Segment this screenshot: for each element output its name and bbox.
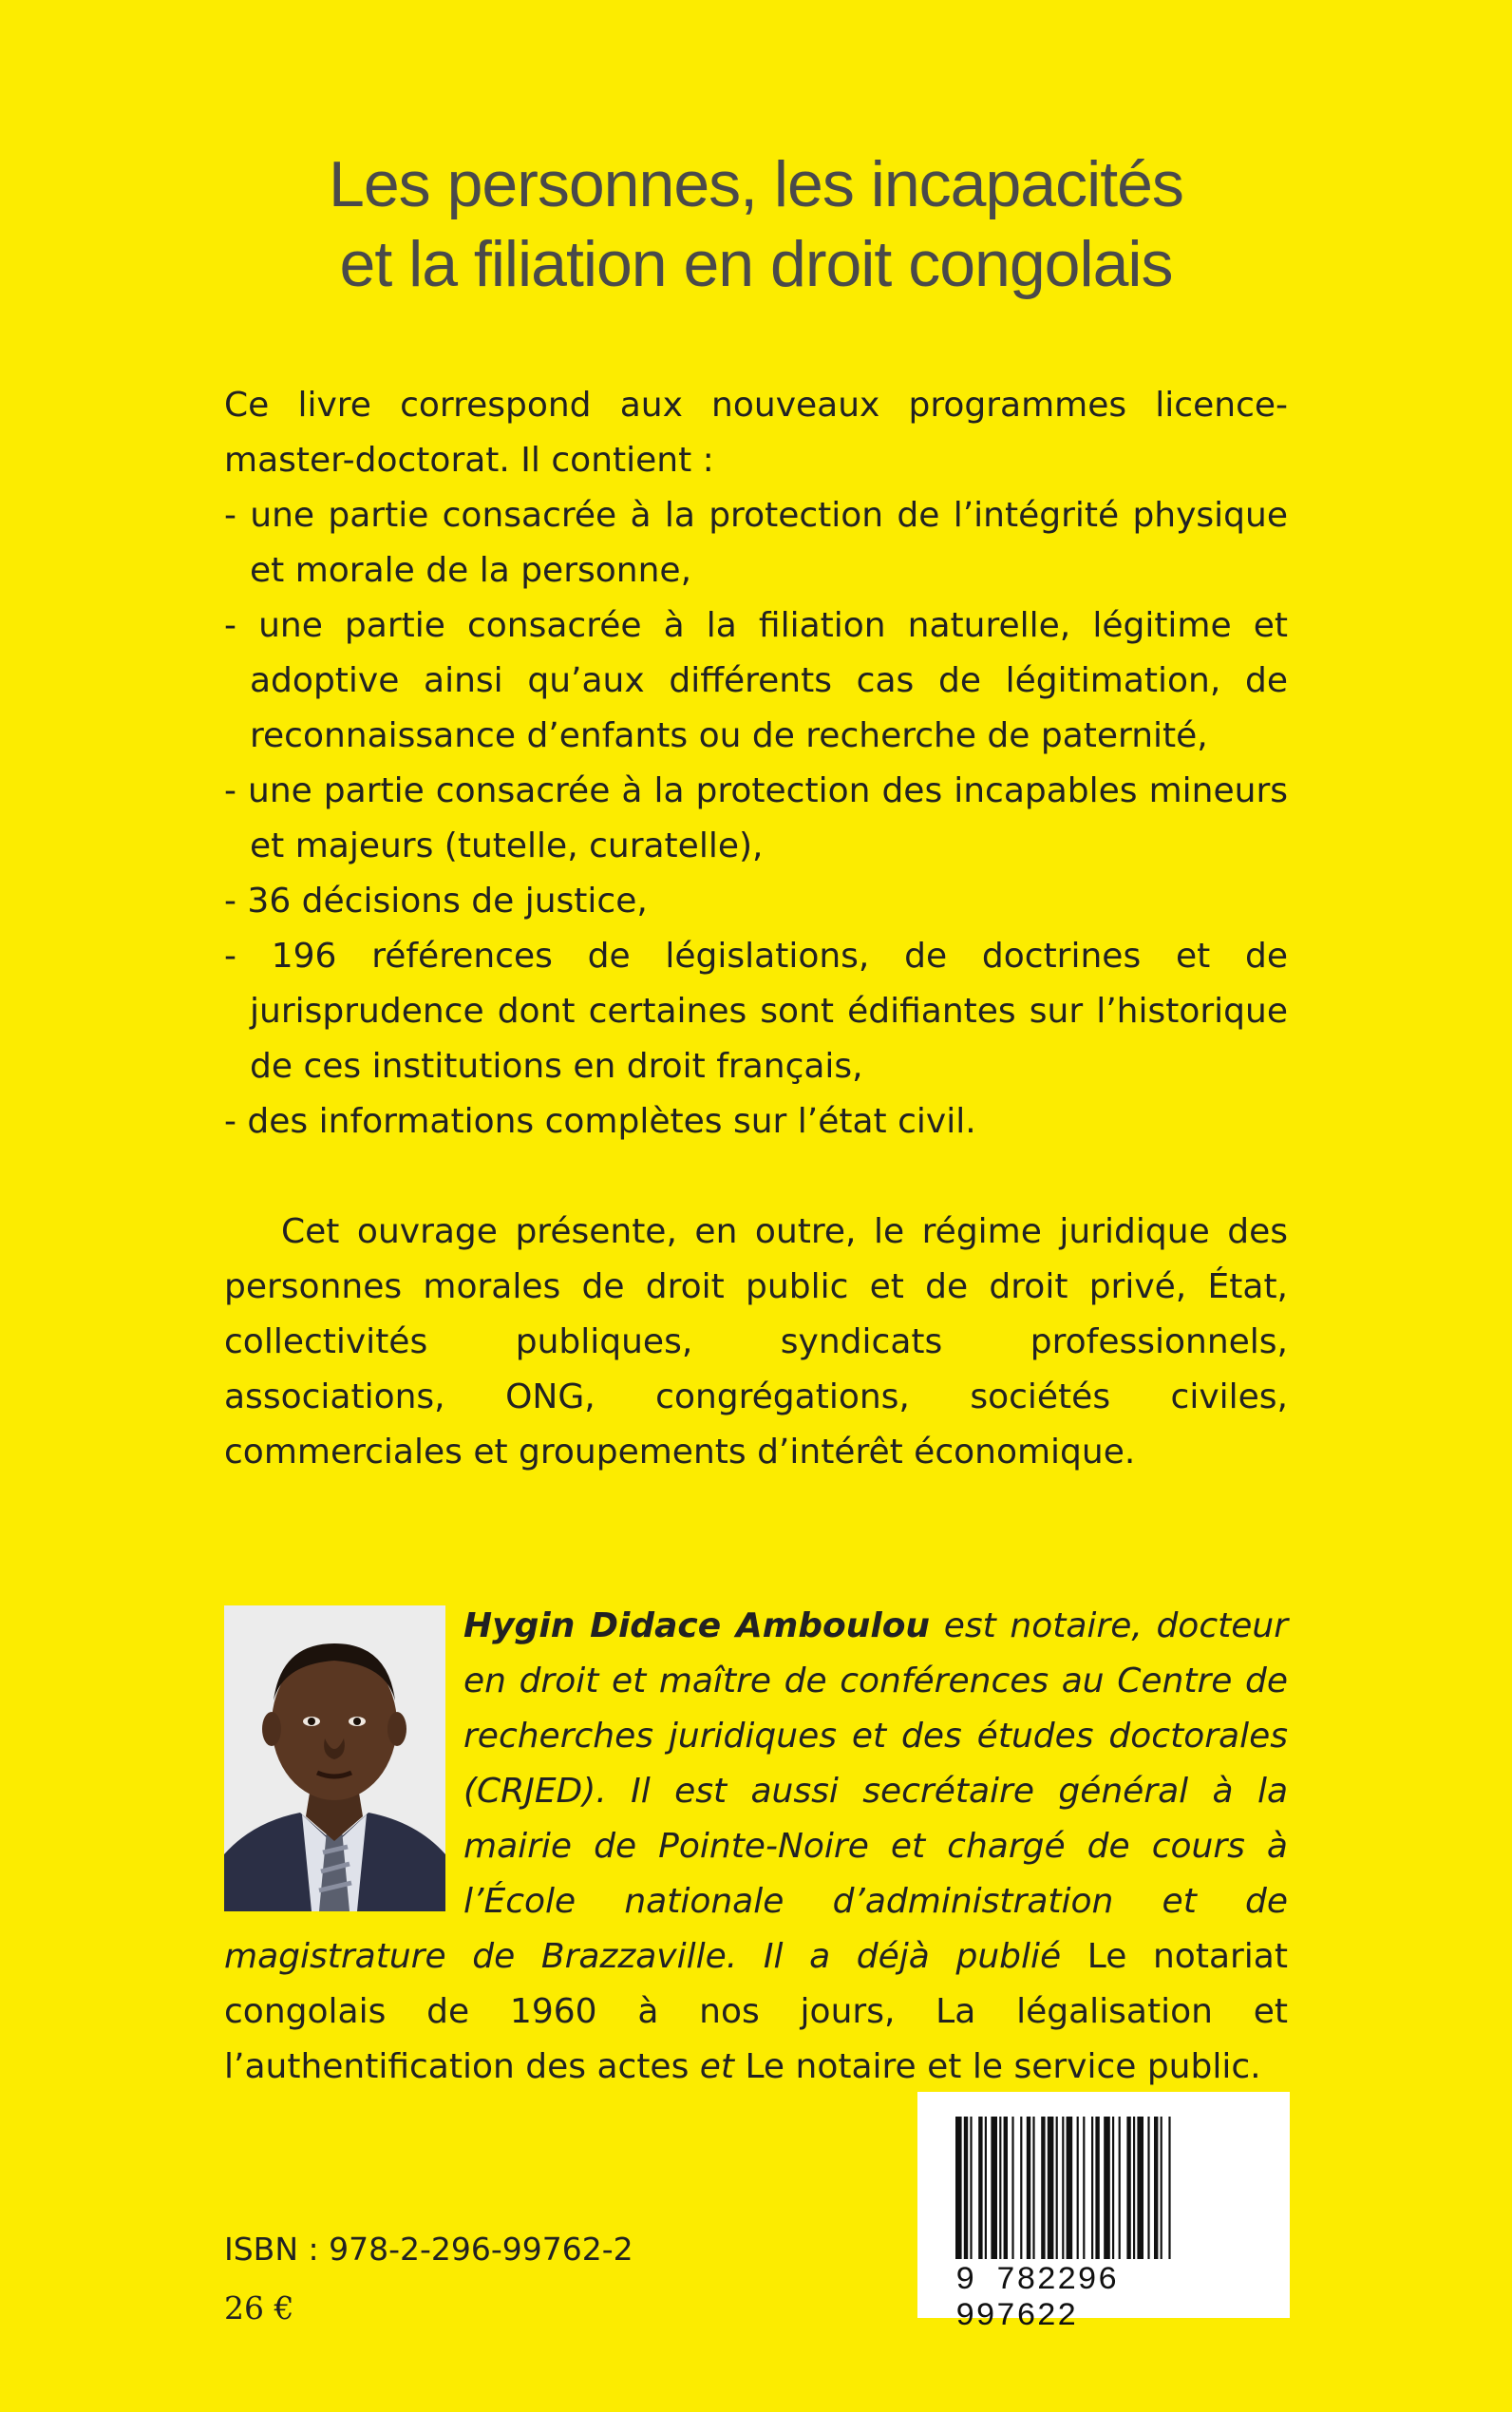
list-item: - une partie consacrée à la protection des incapables mineurs et majeurs (tutelle, curatelle), <box>224 771 1288 865</box>
author-bio-text: est notaire, docteur en droit et maître de conférences au Centre de recherches juridiques et des études doctorales (CRJED). Il est aussi secrétaire général à la mairie de Pointe-Noire et chargé de cours à l’École nationale d’administration et de magistrature de Brazzaville. Il a déjà publié <box>224 1606 1288 1976</box>
list-item: - 196 références de législations, de doctrines et de jurisprudence dont certaines sont édifiantes sur l’historique de ces institutions en droit français, <box>224 937 1288 1086</box>
list-item: - 36 décisions de justice, <box>224 882 648 921</box>
contents-list <box>224 488 1288 1149</box>
book-title <box>0 144 1512 304</box>
barcode-digits: 9 782296 997622 <box>955 2263 1119 2335</box>
author-bio <box>224 1599 1288 2095</box>
price: 26 € <box>224 2289 294 2327</box>
barcode <box>917 2092 1290 2335</box>
title-line-2: et la filiation en droit congolais <box>339 228 1173 300</box>
extra-section <box>224 1205 1288 1480</box>
title-line-1: Les personnes, les incapacités <box>329 148 1183 220</box>
author-book-1: Le notariat congolais de 1960 à nos jours, La légalisation et l’authentification des actes <box>224 1937 1288 2086</box>
intro-section <box>224 378 1288 1149</box>
intro-lead: Ce livre correspond aux nouveaux programmes licence-master-doctorat. Il contient : <box>224 386 1288 480</box>
list-item: - une partie consacrée à la protection de l’intégrité physique et morale de la personne, <box>224 496 1288 590</box>
author-conjunction: et <box>689 2047 746 2086</box>
author-book-2: Le notaire et le service public. <box>745 2047 1261 2086</box>
extra-paragraph: Cet ouvrage présente, en outre, le régime juridique des personnes morales de droit public et de droit privé, État, collectivités publiques, syndicats professionnels, associations, ONG, congrégations, sociétés civiles, commerciales et groupements d’intérêt économique. <box>224 1212 1288 1472</box>
isbn: ISBN : 978-2-296-99762-2 <box>224 2231 633 2268</box>
list-item: - des informations complètes sur l’état civil. <box>224 1102 976 1141</box>
author-name: Hygin Didace Amboulou <box>463 1606 931 1645</box>
list-item: - une partie consacrée à la filiation naturelle, légitime et adoptive ainsi qu’aux différents cas de légitimation, de reconnaissance d’enfants ou de recherche de paternité, <box>224 606 1288 755</box>
